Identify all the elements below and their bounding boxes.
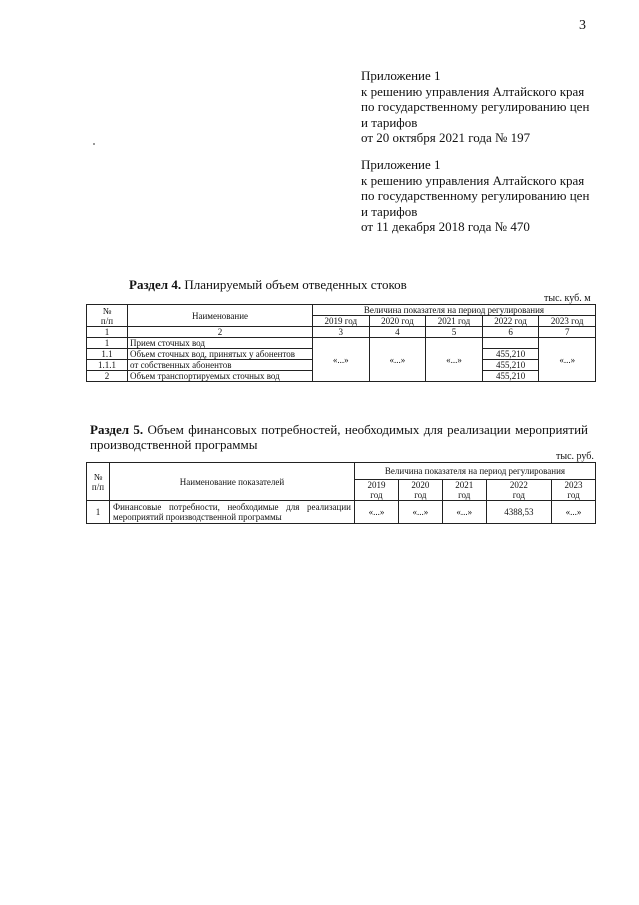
row-num: 2 [87, 371, 128, 382]
col-number: 6 [482, 327, 539, 338]
cell-2023: «...» [552, 501, 596, 524]
header-period: Величина показателя на период регулирования [313, 305, 596, 316]
cell-2019: «...» [355, 501, 399, 524]
section4-title-bold: Раздел 4. [129, 277, 182, 292]
row-name: Прием сточных вод [128, 338, 313, 349]
cell-2021: «...» [442, 501, 486, 524]
cell-2022: 455,210 [482, 349, 539, 360]
wastewater-volume-table [86, 304, 596, 382]
appendix-block-current [361, 68, 589, 146]
header-num: № п/п [87, 463, 110, 501]
row-name: Финансовые потребности, необходимые для реализации мероприятий производственной программы [110, 501, 355, 524]
header-year: 2021 год [426, 316, 483, 327]
appendix-line: Приложение 1 [361, 157, 441, 172]
header-year: 2019 год [313, 316, 370, 327]
financial-needs-table [86, 462, 596, 524]
section4-title-text: Планируемый объем отведенных стоков [181, 277, 407, 292]
col-number: 1 [87, 327, 128, 338]
header-year: 2023 год [539, 316, 596, 327]
col-number: 5 [426, 327, 483, 338]
header-year: 2022 год [482, 316, 539, 327]
col-number: 2 [128, 327, 313, 338]
appendix-line: и тарифов [361, 203, 418, 219]
appendix-block-original [361, 157, 589, 235]
header-name: Наименование показателей [110, 463, 355, 501]
appendix-line: по государственному регулированию цен [361, 188, 590, 203]
cell-2022 [482, 338, 539, 349]
page-number: 3 [579, 18, 586, 33]
header-year: 2020 год [369, 316, 426, 327]
row-num: 1.1.1 [87, 360, 128, 371]
row-name: от собственных абонентов [128, 360, 313, 371]
cell-2022: 455,210 [482, 360, 539, 371]
row-num: 1.1 [87, 349, 128, 360]
cell-2021: «...» [426, 338, 483, 382]
table-row [87, 338, 596, 349]
col-number: 7 [539, 327, 596, 338]
section5-title-bold: Раздел 5. [90, 422, 144, 437]
row-name: Объем транспортируемых сточных вод [128, 371, 313, 382]
col-number: 3 [313, 327, 370, 338]
appendix-line: и тарифов [361, 114, 418, 130]
appendix-line: к решению управления Алтайского края [361, 83, 585, 99]
cell-2023: «...» [539, 338, 596, 382]
section4-title [129, 277, 407, 293]
section5-title-text: Объем финансовых потребностей, необходимых для реализации мероприятий производственной программы [90, 422, 588, 452]
header-year: 2023 год [552, 480, 596, 501]
cell-2019: «...» [313, 338, 370, 382]
appendix-line: Приложение 1 [361, 68, 441, 83]
col-number: 4 [369, 327, 426, 338]
scan-speck [93, 143, 95, 145]
appendix-line: к решению управления Алтайского края [361, 172, 585, 188]
row-num: 1 [87, 501, 110, 524]
appendix-line: от 20 октября 2021 года № 197 [361, 130, 531, 145]
header-year: 2020 год [398, 480, 442, 501]
header-year: 2021 год [442, 480, 486, 501]
table-row [87, 501, 596, 524]
cell-2020: «...» [369, 338, 426, 382]
row-num: 1 [87, 338, 128, 349]
cell-2020: «...» [398, 501, 442, 524]
header-year: 2019 год [355, 480, 399, 501]
appendix-line: по государственному регулированию цен [361, 99, 590, 114]
cell-2022: 4388,53 [486, 501, 551, 524]
header-num: № п/п [87, 305, 128, 327]
cell-2022: 455,210 [482, 371, 539, 382]
section4-unit: тыс. куб. м [544, 293, 591, 304]
header-period: Величина показателя на период регулирования [355, 463, 596, 480]
header-name: Наименование [128, 305, 313, 327]
header-year: 2022 год [486, 480, 551, 501]
row-name: Объем сточных вод, принятых у абонентов [128, 349, 313, 360]
appendix-line: от 11 декабря 2018 года № 470 [361, 219, 530, 234]
section5-unit: тыс. руб. [556, 451, 594, 462]
section5-title [90, 422, 588, 452]
